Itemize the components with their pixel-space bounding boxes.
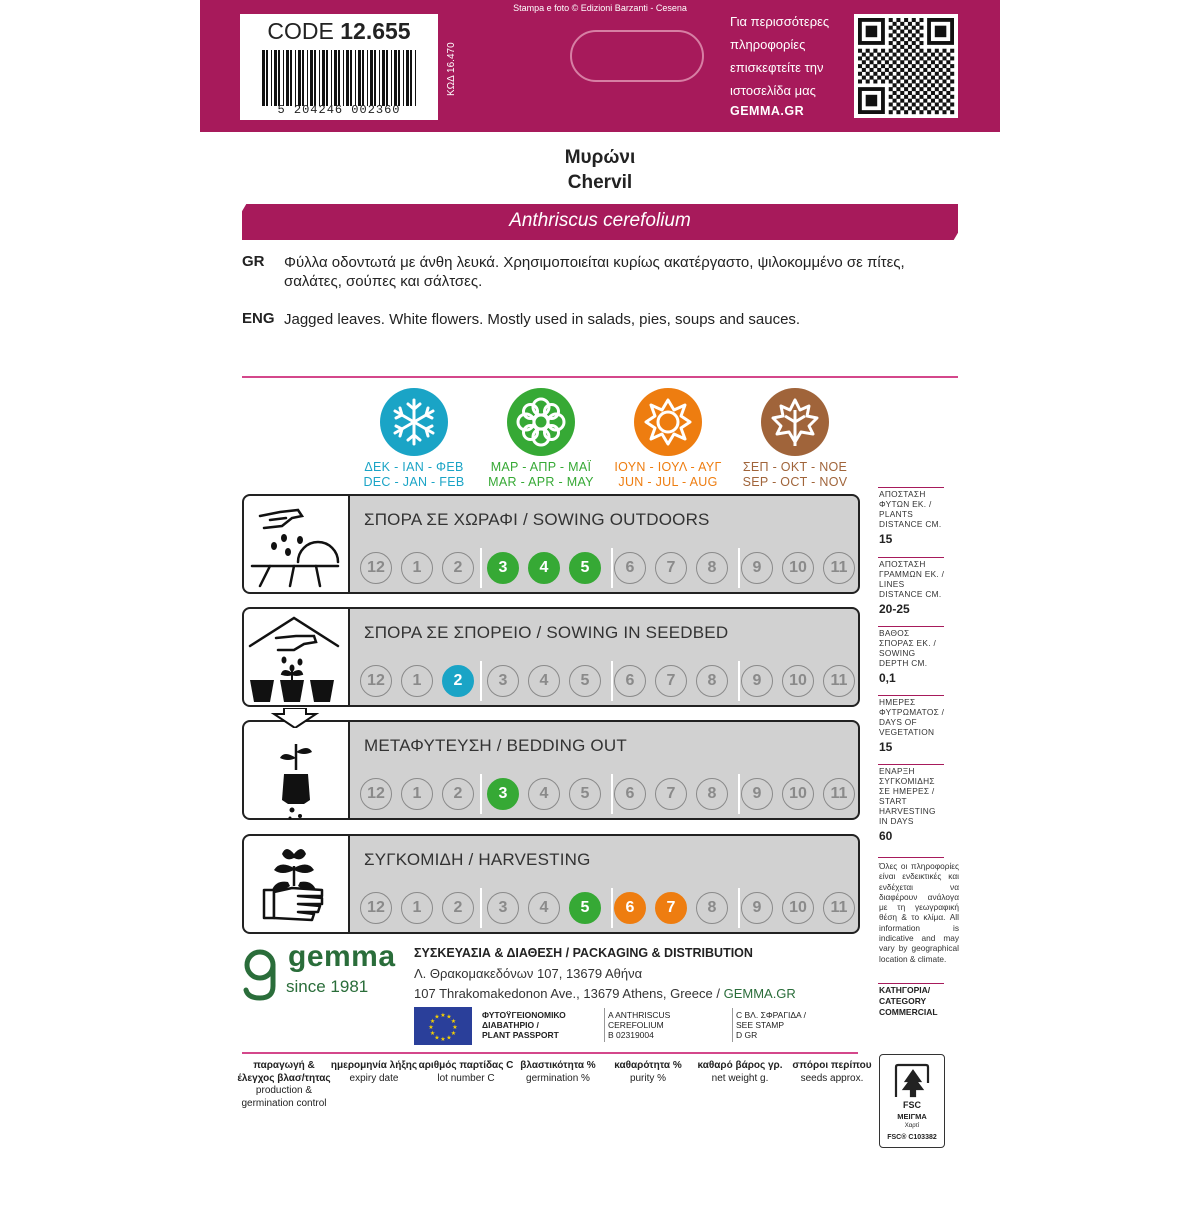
month-5: 5: [569, 552, 601, 584]
eu-flag-icon: [414, 1007, 472, 1045]
month-7: 7: [655, 552, 687, 584]
month-5: 5: [569, 892, 601, 924]
description-gr: Φύλλα οδοντωτά με άνθη λευκά. Χρησιμοποιείται κυρίως ακατέργαστο, ψιλοκομμένο σε πίτες, σαλάτες, σούπες και σάλτσες.: [284, 254, 905, 290]
month-12: 12: [360, 778, 392, 810]
spec-value: 15: [879, 532, 893, 546]
season-separator: [611, 774, 613, 814]
month-track: [356, 778, 856, 814]
sun-icon: [634, 388, 702, 456]
spec-value: 20-25: [879, 602, 910, 616]
month-4: 4: [528, 665, 560, 697]
month-5: 5: [569, 778, 601, 810]
batch-field: καθαρότητα % purity %: [614, 1060, 682, 1084]
month-3: 3: [487, 552, 519, 584]
month-8: 8: [696, 552, 728, 584]
month-6: 6: [614, 552, 646, 584]
divider: [604, 1008, 605, 1042]
divider: [878, 695, 944, 696]
calendar-row-title: ΣΠΟΡΑ ΣΕ ΧΩΡΑΦΙ / SOWING OUTDOORS: [364, 510, 710, 529]
spec-label: ΑΠΟΣΤΑΣΗ ΦΥΤΩΝ ΕΚ. / PLANTS DISTANCE CM.: [879, 489, 942, 529]
kod-code: ΚΩΔ 16.470: [446, 42, 457, 96]
month-2: 2: [442, 892, 474, 924]
spec-value: 15: [879, 740, 893, 754]
season-separator: [480, 661, 482, 701]
product-code: CODE 12.655: [267, 18, 411, 44]
svg-text:★: ★: [429, 1019, 436, 1025]
calendar-row: [348, 720, 860, 820]
disclaimer-note: Όλες οι πληροφορίες είναι ενδεικτικές και ενδέχεται να διαφέρουν ανάλογα με τη γεωγραφική θέση & το κλίμα. All information is indicative and may vary by geographical location & climate.: [879, 861, 959, 964]
svg-text:★: ★: [446, 1014, 452, 1021]
season-separator: [480, 774, 482, 814]
month-10: 10: [782, 892, 814, 924]
divider: [878, 857, 944, 858]
season-separator: [738, 548, 740, 588]
calendar-row: [348, 607, 860, 707]
divider: [878, 626, 944, 627]
month-8: 8: [696, 778, 728, 810]
month-12: 12: [360, 665, 392, 697]
svg-text:★: ★: [446, 1035, 452, 1042]
plant-passport-cd: C ΒΛ. ΣΦΡΑΓΙΔΑ / SEE STAMP D GR: [736, 1010, 806, 1040]
svg-text:★: ★: [452, 1025, 458, 1031]
divider: [878, 983, 944, 984]
month-1: 1: [401, 892, 433, 924]
spec-value: 60: [879, 829, 893, 843]
month-11: 11: [823, 778, 855, 810]
spec-label: ΕΝΑΡΞΗ ΣΥΓΚΟΜΙΔΗΣ ΣΕ ΗΜΕΡΕΣ / START HARVESTING IN DAYS: [879, 766, 936, 826]
month-9: 9: [741, 665, 773, 697]
divider: [878, 487, 944, 488]
latin-name: Anthriscus cerefolium: [509, 210, 691, 231]
calendar-row-title: ΣΥΓΚΟΜΙΔΗ / HARVESTING: [364, 850, 591, 869]
lang-gr-label: GR: [242, 253, 265, 270]
bedding-out-icon: [266, 736, 326, 822]
month-12: 12: [360, 552, 392, 584]
fsc-logo-icon: FSC ΜΕΙΓΜΑ Χαρτί FSC® C103382: [879, 1054, 945, 1148]
divider: [242, 376, 958, 378]
month-7: 7: [655, 892, 687, 924]
month-11: 11: [823, 552, 855, 584]
barcode-icon: [262, 50, 418, 106]
season-separator: [611, 888, 613, 928]
season-winter: ΔΕΚ - ΙΑΝ - ΦΕΒ DEC - JAN - FEB: [363, 460, 465, 489]
spec-label: ΒΑΘΟΣ ΣΠΟΡΑΣ ΕΚ. / SOWING DEPTH CM.: [879, 628, 937, 668]
svg-text:★: ★: [440, 1037, 446, 1043]
season-autumn: ΣΕΠ - ΟΚΤ - ΝΟΕ SEP - OCT - NOV: [742, 460, 848, 489]
svg-text:★: ★: [434, 1014, 440, 1021]
plant-passport-title: ΦΥΤΟΫΓΕΙΟΝΟΜΙΚΟ ΔΙΑΒΑΤΗΡΙΟ / PLANT PASSPORT: [482, 1010, 566, 1040]
month-10: 10: [782, 778, 814, 810]
month-12: 12: [360, 892, 392, 924]
spec-label: ΑΠΟΣΤΑΣΗ ΓΡΑΜΜΩΝ ΕΚ. / LINES DISTANCE CM.: [879, 559, 945, 599]
month-10: 10: [782, 552, 814, 584]
batch-field: παραγωγή & έλεγχος βλασ/τητας production & germination control: [237, 1060, 331, 1109]
month-10: 10: [782, 665, 814, 697]
month-3: 3: [487, 778, 519, 810]
season-summer: ΙΟΥΝ - ΙΟΥΛ - ΑΥΓ JUN - JUL - AUG: [614, 460, 722, 489]
address-gr: Λ. Θρακομακεδόνων 107, 13679 Αθήνα: [414, 966, 643, 981]
svg-text:★: ★: [434, 1035, 440, 1042]
calendar-row-title: ΜΕΤΑΦΥΤΕΥΣΗ / BEDDING OUT: [364, 736, 627, 755]
gemma-brand: gemma: [288, 940, 396, 973]
barcode-label: [240, 14, 438, 120]
gemma-logo-icon: [242, 948, 278, 1002]
month-1: 1: [401, 778, 433, 810]
month-4: 4: [528, 778, 560, 810]
season-separator: [480, 548, 482, 588]
month-8: 8: [696, 892, 728, 924]
website-link-footer[interactable]: GEMMA.GR: [723, 986, 796, 1001]
divider: [878, 764, 944, 765]
month-9: 9: [741, 778, 773, 810]
harvesting-icon: [258, 842, 332, 928]
month-track: [356, 892, 856, 928]
svg-text:★: ★: [429, 1031, 436, 1037]
svg-text:★: ★: [450, 1031, 457, 1037]
divider: [732, 1008, 733, 1042]
month-4: 4: [528, 892, 560, 924]
website-link[interactable]: GEMMA.GR: [730, 104, 805, 118]
month-6: 6: [614, 892, 646, 924]
divider: [878, 557, 944, 558]
leaf-icon: [761, 388, 829, 456]
month-8: 8: [696, 665, 728, 697]
month-track: [356, 552, 856, 588]
month-1: 1: [401, 552, 433, 584]
season-separator: [738, 774, 740, 814]
month-2: 2: [442, 665, 474, 697]
product-name-en: Chervil: [567, 172, 633, 193]
month-5: 5: [569, 665, 601, 697]
packaging-title: ΣΥΣΚΕΥΑΣΙΑ & ΔΙΑΘΕΣΗ / PACKAGING & DISTRIBUTION: [414, 946, 753, 960]
svg-text:★: ★: [450, 1019, 457, 1025]
description-en: Jagged leaves. White flowers. Mostly used in salads, pies, soups and sauces.: [284, 311, 801, 328]
month-1: 1: [401, 665, 433, 697]
snowflake-icon: [380, 388, 448, 456]
category: ΚΑΤΗΓΟΡΙΑ/ CATEGORY COMMERCIAL: [879, 985, 938, 1017]
seedbed-icon: [246, 614, 342, 706]
month-3: 3: [487, 665, 519, 697]
plant-passport-ab: A ANTHRISCUS CEREFOLIUM B 02319004: [608, 1010, 671, 1040]
batch-field: καθαρό βάρος γρ. net weight g.: [697, 1060, 783, 1084]
calendar-row-title: ΣΠΟΡΑ ΣΕ ΣΠΟΡΕΙΟ / SOWING IN SEEDBED: [364, 623, 729, 642]
batch-field: αριθμός παρτίδας C lot number C: [418, 1060, 514, 1084]
season-separator: [611, 661, 613, 701]
month-2: 2: [442, 552, 474, 584]
month-7: 7: [655, 778, 687, 810]
batch-field: σπόροι περίπου seeds approx.: [792, 1060, 872, 1084]
month-track: [356, 665, 856, 701]
hang-hole: [570, 30, 704, 82]
season-separator: [738, 661, 740, 701]
season-spring: ΜΑΡ - ΑΠΡ - ΜΑΪ MAR - APR - MAY: [488, 460, 594, 489]
qr-code-icon[interactable]: [854, 14, 958, 118]
month-11: 11: [823, 892, 855, 924]
print-credit: Stampa e foto © Edizioni Barzanti - Cesena: [513, 3, 687, 13]
info-text: Για περισσότερες πληροφορίες επισκεφτείτε την ιστοσελίδα μας: [730, 14, 830, 98]
flower-icon: [507, 388, 575, 456]
arrow-down-icon: [270, 708, 320, 728]
month-6: 6: [614, 665, 646, 697]
month-4: 4: [528, 552, 560, 584]
batch-field: βλαστικότητα % germination %: [520, 1060, 596, 1084]
season-separator: [611, 548, 613, 588]
spec-label: ΗΜΕΡΕΣ ΦΥΤΡΩΜΑΤΟΣ / DAYS OF VEGETATION: [879, 697, 945, 737]
since-year: since 1981: [286, 977, 369, 996]
svg-text:★: ★: [428, 1025, 434, 1031]
season-separator: [738, 888, 740, 928]
batch-field: ημερομηνία λήξης expiry date: [330, 1060, 418, 1084]
calendar-row: [348, 834, 860, 934]
month-9: 9: [741, 552, 773, 584]
product-name-gr: Μυρώνι: [564, 147, 636, 168]
month-2: 2: [442, 778, 474, 810]
season-separator: [480, 888, 482, 928]
month-7: 7: [655, 665, 687, 697]
month-9: 9: [741, 892, 773, 924]
address-en: 107 Thrakomakedonon Ave., 13679 Athens, Greece / GEMMA.GR: [414, 986, 796, 1001]
divider: [242, 1052, 858, 1054]
sowing-outdoors-icon: [250, 502, 340, 590]
month-11: 11: [823, 665, 855, 697]
svg-text:★: ★: [440, 1013, 446, 1019]
month-3: 3: [487, 892, 519, 924]
calendar-row: [348, 494, 860, 594]
barcode-digits: 5 204246 002360: [277, 103, 401, 117]
spec-value: 0,1: [879, 671, 896, 685]
lang-en-label: ENG: [242, 310, 275, 327]
month-6: 6: [614, 778, 646, 810]
